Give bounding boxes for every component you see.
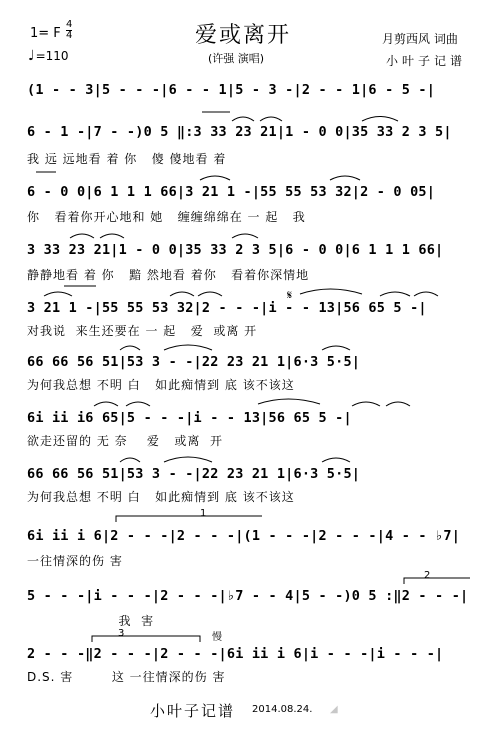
lyric-row-2: 我 远 远地看 着 你 傻 傻地看 着 bbox=[27, 152, 227, 166]
transcriber-credit: 小叶子记谱 bbox=[386, 54, 467, 68]
slur bbox=[362, 117, 398, 122]
slur bbox=[232, 117, 254, 121]
slur bbox=[260, 117, 282, 121]
slur bbox=[380, 292, 410, 296]
lyric-row-5: 对我说 来生还要在 一 起 爱 或离 开 bbox=[27, 324, 258, 338]
slur bbox=[352, 402, 380, 406]
staff-row-4: 3 33 23 21|1 - 0 0|35 33 2 3 5|6 - 0 0|6 1 1 1 66| bbox=[27, 242, 444, 258]
slur bbox=[164, 345, 212, 350]
staff-row-7: 6i ii i6 65|5 - - -|i - - 13|56 65 5 -| bbox=[27, 410, 352, 426]
slow-marking: 慢 bbox=[212, 632, 222, 643]
slur bbox=[170, 292, 194, 296]
volta-2-number: 2 bbox=[424, 570, 431, 581]
staff-row-10: 5 - - -|i - - -|2 - - -|♭7 - - 4|5 - -)0 5 :‖2 - - -| bbox=[27, 588, 469, 604]
lyric-row-7: 欲走还留的 无 奈 爱 或离 开 bbox=[27, 434, 223, 448]
segno-icon: 𝄋 bbox=[287, 288, 293, 302]
slur bbox=[300, 289, 362, 294]
lyrics-music-credit: 月剪西风 词曲 bbox=[382, 32, 458, 46]
staff-row-3: 6 - 0 0|6 1 1 1 66|3 21 1 -|55 55 53 32|2 - 0 05| bbox=[27, 184, 436, 200]
footer-signature: 小叶子记谱 bbox=[150, 702, 236, 720]
slur bbox=[414, 292, 438, 296]
time-signature bbox=[66, 20, 72, 41]
lyric-row-9: 一往情深的伤 害 bbox=[27, 554, 123, 568]
slur bbox=[330, 176, 360, 180]
volta-bracket bbox=[116, 516, 262, 522]
slur bbox=[126, 402, 150, 406]
quarter-note-icon: ♩ bbox=[28, 48, 35, 64]
lyric-row-11: D.S. 害 这 一往情深的伤 害 bbox=[27, 670, 226, 684]
slur bbox=[258, 399, 320, 404]
watermark-icon: ◢ bbox=[330, 704, 338, 715]
time-signature-top: 4 bbox=[66, 19, 73, 30]
lyric-row-8: 为何我总想 不明 白 如此痴情到 底 该不该这 bbox=[27, 490, 295, 504]
staff-row-5: 3 21 1 -|55 55 53 32|2 - - -|i - - 13|56 65 5 -| bbox=[27, 300, 427, 316]
slur bbox=[232, 234, 258, 238]
song-subtitle: (许强 演唱) bbox=[208, 52, 265, 65]
tempo-value: =110 bbox=[35, 49, 69, 63]
triplet-bracket bbox=[92, 636, 200, 642]
slur bbox=[44, 292, 72, 296]
slur bbox=[120, 458, 140, 462]
key-signature: 1= F bbox=[30, 26, 61, 41]
slur bbox=[164, 457, 212, 462]
volta-bracket bbox=[404, 578, 470, 584]
staff-row-2: 6 - 1 -|7 - -)0 5 ‖:3 33 23 21|1 - 0 0|35 33 2 3 5| bbox=[27, 124, 452, 140]
slur bbox=[322, 458, 350, 462]
slur bbox=[198, 292, 222, 296]
time-signature-bottom: 4 bbox=[66, 30, 73, 41]
lyric-row-6: 为何我总想 不明 白 如此痴情到 底 该不该这 bbox=[27, 378, 295, 392]
staff-row-8: 66 66 56 51|53 3 - -|22 23 21 1|6·3 5·5| bbox=[27, 466, 361, 482]
staff-row-9: 6i ii i 6|2 - - -|2 - - -|(1 - - -|2 - - -|4 - - ♭7| bbox=[27, 528, 461, 544]
slur bbox=[200, 176, 230, 180]
staff-row-6: 66 66 56 51|53 3 - -|22 23 21 1|6·3 5·5| bbox=[27, 354, 361, 370]
slur bbox=[70, 234, 94, 238]
slur bbox=[322, 346, 350, 350]
lyric-row-10: 我 害 bbox=[27, 614, 155, 628]
tempo-marking bbox=[28, 48, 69, 64]
staff-row-11: 2 - - -‖2 - - -|2 - - -|6i ii i 6|i - - -|i - - -| bbox=[27, 646, 444, 662]
slur bbox=[120, 346, 140, 350]
slur bbox=[94, 402, 118, 406]
slur bbox=[100, 234, 124, 238]
song-title: 爱或离开 bbox=[195, 23, 292, 48]
footer-date: 2014.08.24. bbox=[252, 704, 313, 715]
staff-row-1: (1 - - 3|5 - - -|6 - - 1|5 - 3 -|2 - - 1|6 - 5 -| bbox=[27, 82, 436, 98]
slur bbox=[386, 402, 410, 406]
lyric-row-3: 你 看着你开心地和 她 缠缠绵绵在 一 起 我 bbox=[27, 210, 306, 224]
triplet-number: 3 bbox=[118, 628, 125, 639]
volta-1-number: 1 bbox=[200, 508, 207, 519]
lyric-row-4: 静静地看 着 你 黯 然地看 着你 看着你深情地 bbox=[27, 268, 310, 282]
